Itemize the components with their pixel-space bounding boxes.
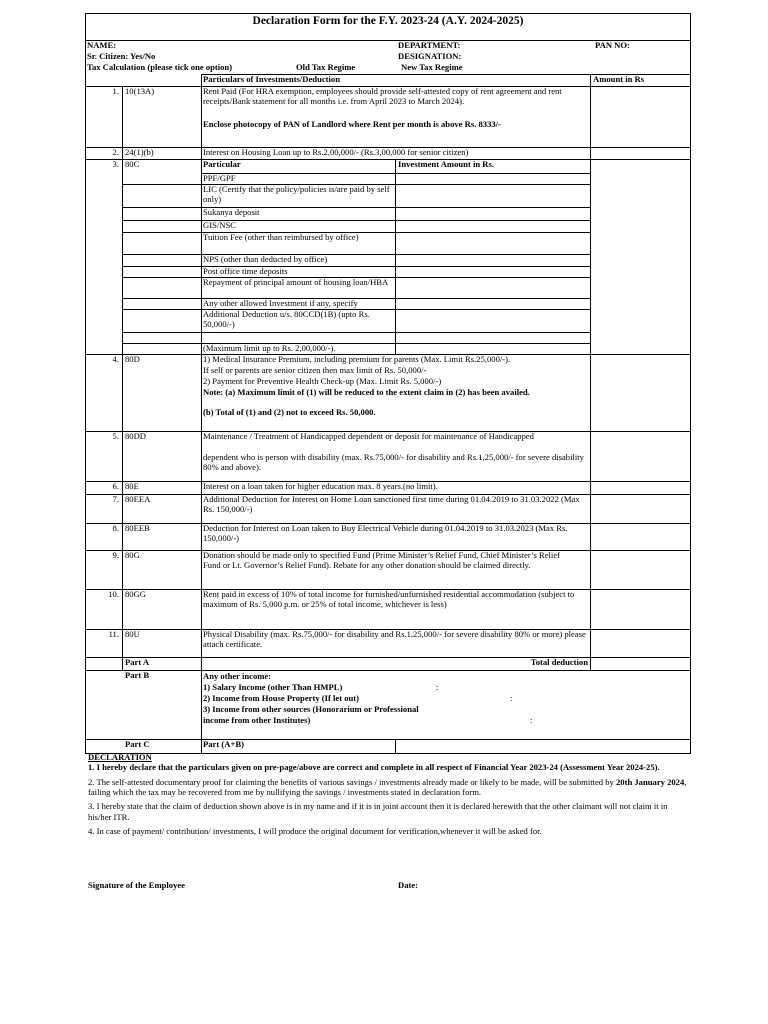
row-number: 4. bbox=[112, 354, 119, 364]
declaration-point-1: 1. I hereby declare that the particulars given on pre-page/above are correct and complete in all respect of Financial Year 2023-24 (Assessment Year 2024-25). bbox=[88, 762, 660, 773]
declaration-point-2 bbox=[88, 777, 688, 798]
declaration-heading: DECLARATION bbox=[88, 752, 152, 762]
row-description: Interest on a loan taken for higher education max. 8 years.(no limit). bbox=[203, 481, 438, 491]
row-description: Rent Paid (For HRA exemption, employees should provide self-attested copy of rent agreement and rent receipts/Bank statement for all months i.e. from April 2023 to March 2024). bbox=[203, 86, 562, 106]
section-code: 80E bbox=[125, 481, 139, 491]
form-title: Declaration Form for the F.Y. 2023-24 (A.Y. 2024-2025) bbox=[252, 15, 524, 27]
declaration-point-2-tail: , failing which the tax may be recovered from me by nullifying the savings / investments stated in declaration form. bbox=[88, 776, 687, 797]
row-description: Deduction for Interest on Loan taken to Buy Electrical Vehicle during 01.04.2019 to 31.03.2023 (Max Rs. 150,000/-) bbox=[203, 523, 568, 543]
row-line: If self or parents are senior citizen then max limit of Rs. 50,000/- bbox=[203, 365, 427, 375]
row-description: Donation should be made only to specified Fund (Prime Minister’s Relief Fund, Chief Minister’s Relief Fund or Lt. Governor’s Relief Fund). Rebate for any other donation should be claimed directly. bbox=[203, 550, 560, 570]
section-code: 80DD bbox=[125, 431, 147, 441]
item-lic: LIC (Certify that the policy/policies is/are paid by self only) bbox=[203, 184, 390, 204]
row-number: 7. bbox=[112, 494, 119, 504]
sr-citizen-label: Sr. Citizen: Yes/No bbox=[87, 51, 156, 61]
item-max-limit: (Maximum limit up to Rs. 2,00,000/-). bbox=[203, 343, 336, 353]
section-code: 80GG bbox=[125, 589, 147, 599]
item-post-office: Post office time deposits bbox=[203, 266, 288, 276]
house-property-label: 2) Income from House Property (If let out) bbox=[203, 693, 360, 703]
row-number: 9. bbox=[112, 550, 119, 560]
row-number: 8. bbox=[112, 523, 119, 533]
name-label: NAME: bbox=[87, 40, 117, 50]
part-a-label: Part A bbox=[125, 657, 150, 667]
declaration-point-4: 4. In case of payment/ contribution/ investments, I will produce the original document for verification,whenever it will be asked for. bbox=[88, 825, 542, 836]
item-other-investment: Any other allowed Investment if any, specify bbox=[203, 298, 358, 308]
new-regime-option[interactable]: New Tax Regime bbox=[401, 62, 463, 72]
row-description: Interest on Housing Loan up to Rs.2,00,000/- (Rs.3,00,000 for senior citizen) bbox=[203, 147, 469, 157]
pan-label: PAN NO: bbox=[595, 40, 630, 50]
salary-income-label: 1) Salary Income (other Than HMPL) bbox=[203, 682, 343, 692]
part-c-label: Part C bbox=[125, 739, 150, 749]
other-sources-label-2: income from other Institutes) bbox=[203, 715, 311, 725]
sub-header-particular: Particular bbox=[203, 159, 241, 169]
item-nps: NPS (other than deducted by office) bbox=[203, 254, 328, 264]
sub-header-investment: Investment Amount in Rs. bbox=[398, 159, 494, 169]
designation-label: DESIGNATION: bbox=[398, 51, 462, 61]
section-code: 80D bbox=[125, 354, 140, 364]
item-sukanya: Sukanya deposit bbox=[203, 207, 260, 217]
section-code: 80EEB bbox=[125, 523, 150, 533]
row-description: Rent paid in excess of 10% of total income for furnished/unfurnished residential accommodation (subject to maximum of Rs. 5,000 p.m. or 25% of total income, whichever is less) bbox=[203, 589, 575, 609]
section-code: 10(13A) bbox=[125, 86, 155, 96]
section-code: 80EEA bbox=[125, 494, 151, 504]
row-note: Note: (a) Maximum limit of (1) will be reduced to the extent claim in (2) has been availed. bbox=[203, 387, 530, 397]
row-number: 3. bbox=[112, 159, 119, 169]
declaration-point-2-text: 2. The self-attested documentary proof for claiming the benefits of various savings / investments already made or likely to be made, will be submitted by bbox=[88, 776, 616, 787]
part-b-label: Part B bbox=[125, 670, 150, 680]
item-housing-principal: Repayment of principal amount of housing loan/HBA bbox=[203, 277, 389, 287]
row-description: Physical Disability (max. Rs.75,000/- for disability and Rs.1,25,000/- for severe disability 80% or more) please attach certificate. bbox=[203, 629, 586, 649]
submission-deadline: 20th January 2024 bbox=[615, 776, 685, 787]
row-line: 1) Medical Insurance Premium, including premium for parents (Max. Limit Rs.25,000/-). bbox=[203, 354, 511, 364]
section-code: 80C bbox=[125, 159, 140, 169]
row-number: 1. bbox=[112, 86, 119, 96]
declaration-section bbox=[88, 752, 688, 840]
old-regime-option[interactable]: Old Tax Regime bbox=[296, 62, 356, 72]
row-note: Enclose photocopy of PAN of Landlord where Rent per month is above Rs. 8333/- bbox=[203, 119, 501, 129]
tax-calc-label: Tax Calculation (please tick one option) bbox=[87, 62, 233, 72]
col-particulars-header: Particulars of Investments/Deduction bbox=[203, 74, 341, 84]
row-number: 10. bbox=[108, 589, 119, 599]
section-code: 80G bbox=[125, 550, 140, 560]
row-description: Maintenance / Treatment of Handicapped dependent or deposit for maintenance of Handicapped bbox=[203, 431, 534, 441]
declaration-form-table bbox=[85, 13, 691, 754]
department-label: DEPARTMENT: bbox=[398, 40, 461, 50]
other-income-heading: Any other income: bbox=[203, 671, 272, 681]
item-gis: GIS/NSC bbox=[203, 220, 236, 230]
signature-label: Signature of the Employee bbox=[88, 880, 185, 890]
other-sources-label: 3) Income from other sources (Honorarium or Professional bbox=[203, 704, 419, 714]
row-description: Additional Deduction for Interest on Home Loan sanctioned first time during 01.04.2019 to 31.03.2022 (Max Rs. 150,000/-) bbox=[203, 494, 580, 514]
row-note: (b) Total of (1) and (2) not to exceed Rs. 50,000. bbox=[203, 407, 376, 417]
other-sources-colon: : bbox=[530, 715, 533, 725]
item-tuition: Tuition Fee (other than reimbursed by office) bbox=[203, 232, 359, 242]
section-code: 80U bbox=[125, 629, 140, 639]
row-number: 5. bbox=[112, 431, 119, 441]
part-ab-label: Part (A+B) bbox=[203, 739, 244, 749]
section-code: 24(1)(b) bbox=[125, 147, 154, 157]
salary-income-colon: : bbox=[436, 682, 439, 692]
house-property-colon: : bbox=[510, 693, 513, 703]
total-deduction-label: Total deduction bbox=[530, 657, 588, 667]
declaration-point-3: 3. I hereby state that the claim of deduction shown above is in my name and if it is in joint account then it is declared herewith that the other claimant will not claim it in his/her ITR. bbox=[88, 801, 668, 822]
row-number: 2. bbox=[112, 147, 119, 157]
row-number: 6. bbox=[112, 481, 119, 491]
item-80ccd: Additional Deduction u/s. 80CCD(1B) (upto Rs. 50,000/-) bbox=[203, 309, 370, 329]
row-number: 11. bbox=[108, 629, 119, 639]
row-description-2: dependent who is person with disability (max. Rs.75,000/- for disability and Rs.1,25,000/- for severe disability 80% and above). bbox=[203, 452, 584, 472]
item-ppf: PPF/GPF bbox=[203, 173, 236, 183]
col-amount-header: Amount in Rs bbox=[593, 74, 645, 84]
row-line: 2) Payment for Preventive Health Check-up (Max. Limit Rs. 5,000/-) bbox=[203, 376, 442, 386]
date-label: Date: bbox=[398, 880, 419, 890]
